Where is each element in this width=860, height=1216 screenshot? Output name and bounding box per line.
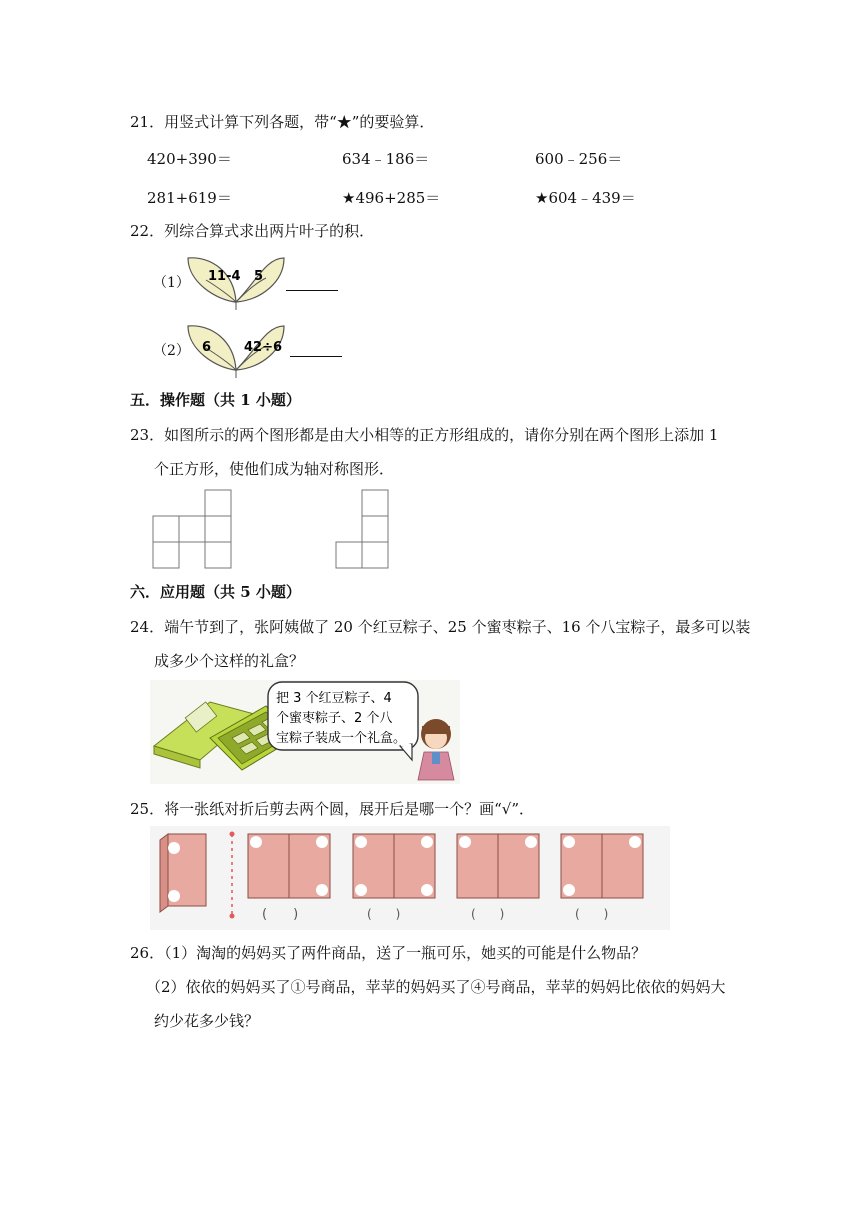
option-3-paren[interactable]: ( ) [471, 907, 505, 921]
leaf1-left-text: 11-4 [208, 269, 241, 284]
q22-answer-blank-1[interactable] [286, 276, 338, 291]
q21-item-6: ★604﹣439＝ [535, 189, 636, 207]
q24-line2: 成多少个这样的礼盒？ [154, 652, 305, 670]
section-6-heading: 六．应用题（共 5 小题） [130, 583, 301, 601]
q21-item-3: 600﹣256＝ [535, 150, 623, 168]
option-2 [353, 834, 435, 898]
paper-fold-options [150, 826, 670, 930]
q26-line3: 约少花多少钱？ [154, 1012, 260, 1030]
leaf1-right-text: 5 [254, 269, 264, 284]
q23-line2: 个正方形，使他们成为轴对称图形． [154, 460, 395, 478]
q23-line1: 23．如图所示的两个图形都是由大小相等的正方形组成的，请你分别在两个图形上添加 1 [130, 426, 719, 444]
option-2-paren[interactable]: ( ) [367, 907, 401, 921]
bubble-line-2: 个蜜枣粽子、2 个八 [276, 711, 393, 726]
q21-item-1: 420+390＝ [147, 150, 232, 168]
q22-part2-label: （2） [153, 343, 190, 359]
option-1-paren[interactable]: ( ) [262, 907, 299, 922]
q21-item-5: ★496+285＝ [342, 189, 441, 207]
grid-shape-1 [150, 488, 240, 570]
q22-title: 22．列综合算式求出两片叶子的积． [130, 222, 375, 240]
section-5-heading: 五．操作题（共 1 小题） [130, 391, 301, 409]
option-3 [457, 834, 539, 898]
q26-line1: 26．（1）淘淘的妈妈买了两件商品，送了一瓶可乐，她买的可能是什么物品？ [130, 944, 647, 962]
leaf2-left-text: 6 [202, 340, 212, 355]
leaf2-right-text: 42÷6 [244, 340, 283, 355]
q25-title: 25．将一张纸对折后剪去两个圆，展开后是哪一个？画“√”． [130, 800, 534, 818]
q22-answer-blank-2[interactable] [290, 342, 342, 357]
grid-shape-2 [333, 488, 393, 570]
q22-part1-label: （1） [153, 275, 190, 291]
q21-item-4: 281+619＝ [147, 189, 232, 207]
leaf-pair-2 [186, 318, 286, 380]
option-4 [561, 834, 643, 898]
leaf-pair-1 [186, 252, 286, 312]
q21-item-2: 634﹣186＝ [342, 150, 430, 168]
bubble-line-1: 把 3 个红豆粽子、4 [276, 691, 392, 706]
option-4-paren[interactable]: ( ) [575, 907, 609, 921]
option-1 [248, 834, 330, 898]
q21-title: 21．用竖式计算下列各题，带“★”的要验算． [130, 113, 435, 131]
gift-box-illustration [150, 680, 460, 784]
q26-line2: （2）依依的妈妈买了①号商品，苹苹的妈妈买了④号商品，苹苹的妈妈比依依的妈妈大 [146, 978, 726, 996]
bubble-line-3: 宝粽子装成一个礼盒。 [276, 731, 407, 746]
q24-line1: 24．端午节到了，张阿姨做了 20 个红豆粽子、25 个蜜枣粽子、16 个八宝粽子，最多可以装 [130, 618, 751, 636]
